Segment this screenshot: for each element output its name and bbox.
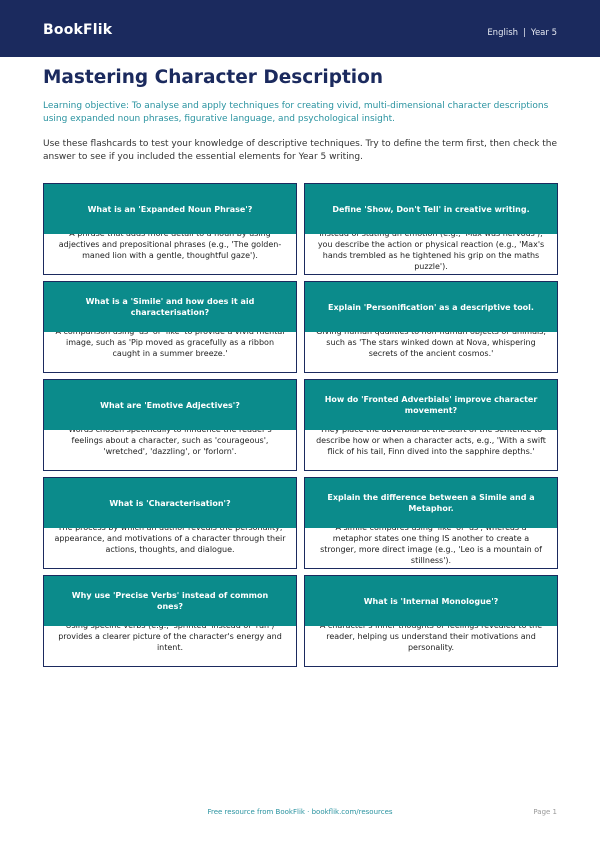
flashcard-question: Explain 'Personification' as a descriptive tool.: [305, 282, 557, 332]
flashcard-answer: adjectives and prepositional phrases (e.g., 'The golden-maned lion with a gentle, thoughtful gaze').: [44, 228, 296, 261]
flashcard[interactable]: [43, 379, 297, 471]
header-meta: [487, 28, 557, 38]
flashcard[interactable]: [304, 183, 558, 275]
flashcard-question: What is a 'Simile' and how does it aid characterisation?: [44, 282, 296, 332]
page-title: Mastering Character Description: [43, 67, 384, 88]
flashcard[interactable]: [304, 575, 558, 667]
flashcard-answer: reader, helping us understand their motivations and personality.: [305, 620, 557, 653]
flashcard-question: How do 'Fronted Adverbials' improve character movement?: [305, 380, 557, 430]
year-label: Year 5: [530, 28, 557, 38]
flashcard-answer: image, such as 'Pip moved as gracefully as a ribbon caught in a summer breeze.': [44, 326, 296, 359]
flashcard[interactable]: [304, 477, 558, 569]
flashcard-answer: such as 'The stars winked down at Nova, whispering secrets of the ancient cosmos.': [305, 326, 557, 359]
flashcard[interactable]: [43, 477, 297, 569]
language-label: English: [487, 28, 519, 38]
flashcard-answer: metaphor states one thing IS another to create a stronger, more direct image (e.g., 'Leo is a mountain of stillness').: [305, 522, 557, 566]
flashcard-answer: describe how or when a character acts, e.g., 'With a swift flick of his tail, Finn dived into the sapphire depths.': [305, 424, 557, 457]
flashcard-question: Why use 'Precise Verbs' instead of common ones?: [44, 576, 296, 626]
flashcard[interactable]: [304, 281, 558, 373]
instructions: Use these flashcards to test your knowledge of descriptive techniques. Try to define the term first, then check the answer to see if you included the essential elements for Year 5 writing.: [43, 139, 558, 162]
page-number: Page 1: [533, 808, 557, 816]
flashcard-question: Define 'Show, Don't Tell' in creative writing.: [305, 184, 557, 234]
flashcard-question: What is 'Characterisation'?: [44, 478, 296, 528]
flashcard-answer: you describe the action or physical reaction (e.g., 'Max's hands trembled as he tightened his grip on the maths puzzle').: [305, 228, 557, 272]
flashcard-answer: appearance, and motivations of a character through their actions, thoughts, and dialogue.: [44, 522, 296, 555]
header-bar: [0, 0, 600, 57]
flashcard-question: What is 'Internal Monologue'?: [305, 576, 557, 626]
flashcard-answer: feelings about a character, such as 'courageous', 'wretched', 'dazzling', or 'forlorn'.: [44, 424, 296, 457]
header-separator: |: [523, 28, 526, 38]
flashcard-question: What are 'Emotive Adjectives'?: [44, 380, 296, 430]
flashcard[interactable]: [43, 183, 297, 275]
learning-objective: Learning objective: To analyse and apply techniques for creating vivid, multi-dimensional character descriptions using expanded noun phrases, figurative language, and psychological insight.: [43, 101, 549, 124]
footer-text: Free resource from BookFlik · bookflik.com/resources: [207, 808, 393, 816]
brand-logo: BookFlik: [43, 22, 113, 38]
flashcard[interactable]: [43, 575, 297, 667]
flashcard-question: Explain the difference between a Simile and a Metaphor.: [305, 478, 557, 528]
flashcard-answer: provides a clearer picture of the character's energy and intent.: [44, 620, 296, 653]
flashcard[interactable]: [43, 281, 297, 373]
flashcard-question: What is an 'Expanded Noun Phrase'?: [44, 184, 296, 234]
flashcard[interactable]: [304, 379, 558, 471]
flashcard-grid: [43, 183, 558, 667]
